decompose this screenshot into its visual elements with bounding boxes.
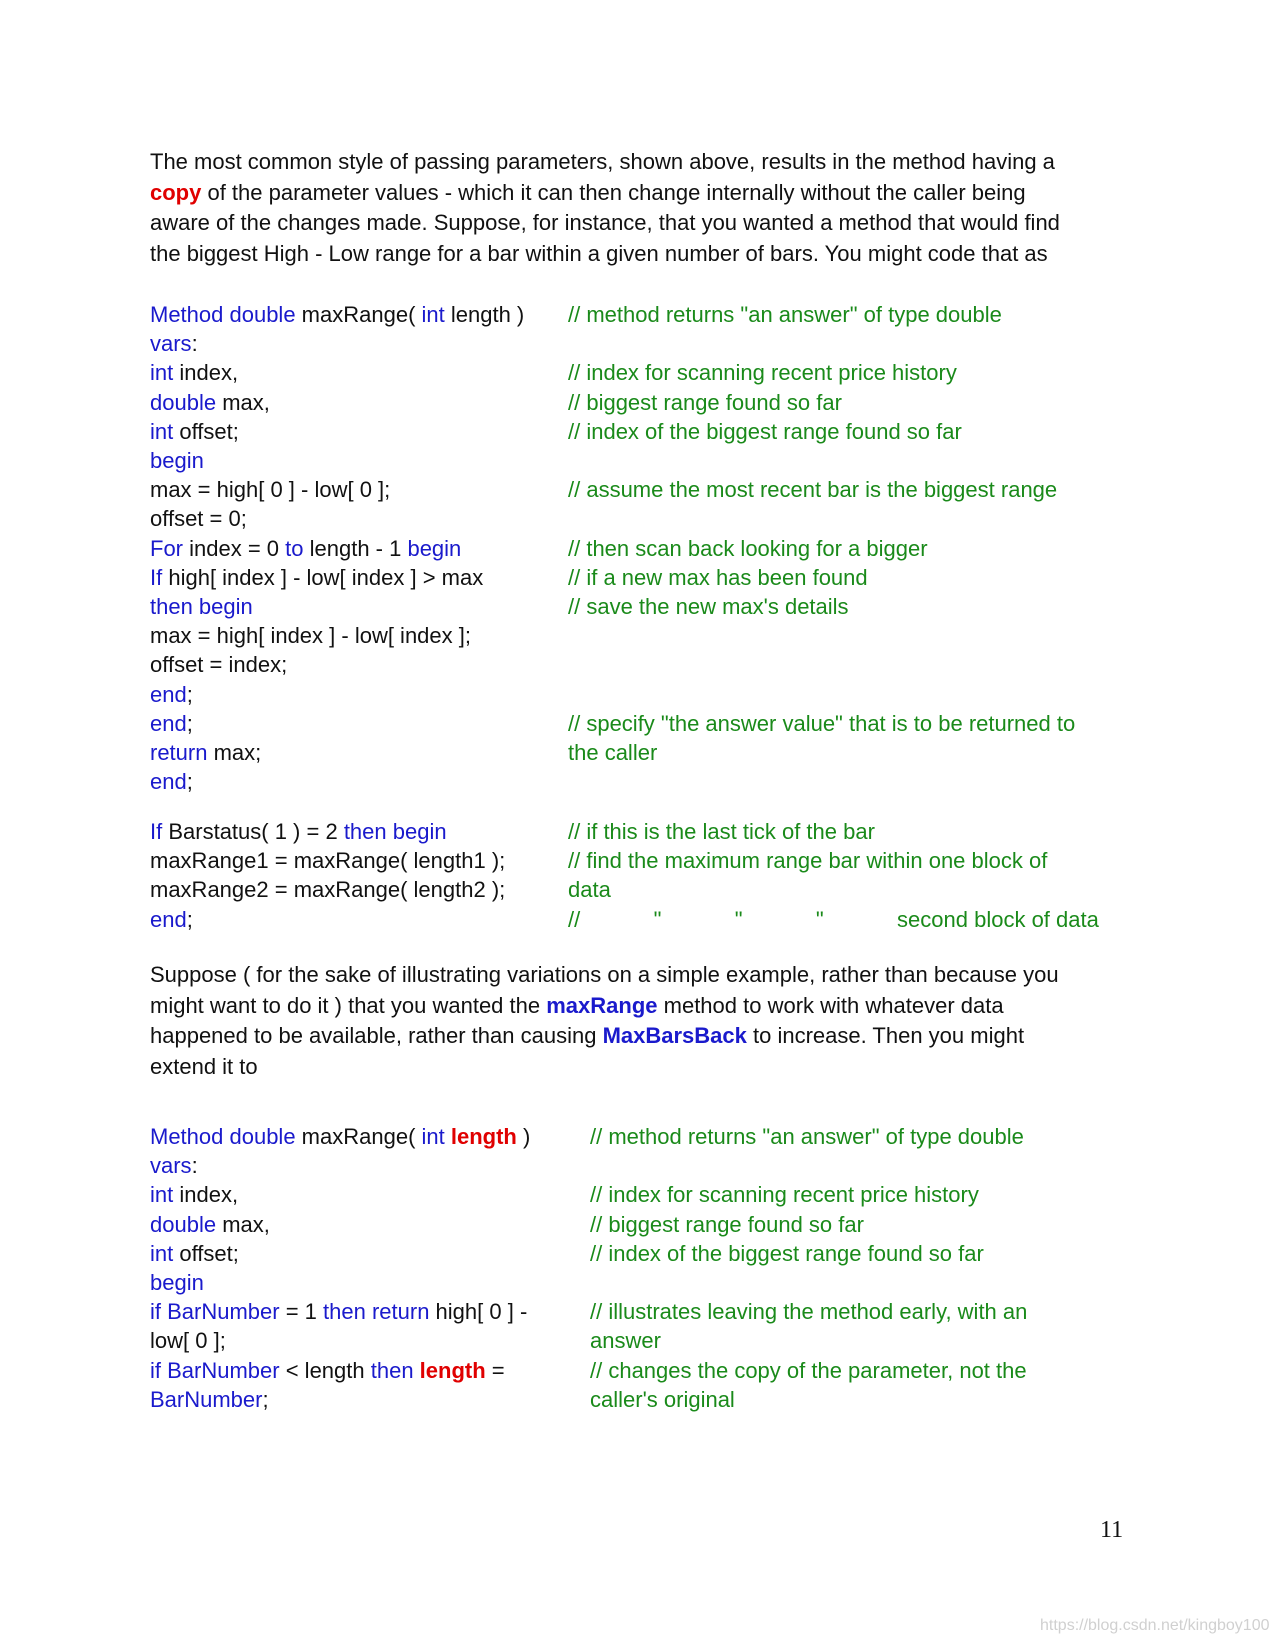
code-line — [150, 1151, 198, 1181]
paragraph-text: happened to be available, rather than causing — [150, 1023, 603, 1048]
code-line — [150, 1122, 530, 1152]
code-comment: // specify "the answer value" that is to be returned to — [568, 710, 1076, 736]
code-comment: // find the maximum range bar within one block of — [568, 848, 1048, 874]
code-text: Barstatus( 1 ) = 2 — [168, 819, 344, 844]
code-line — [150, 417, 239, 447]
explanation-paragraph — [150, 960, 1130, 1082]
code-keyword: int — [150, 418, 180, 444]
paragraph-text: method to work with whatever data — [657, 992, 1004, 1018]
code-keyword: int — [150, 1240, 180, 1266]
code-line — [150, 709, 193, 739]
code-text: maxRange( — [301, 1124, 422, 1149]
paragraph-text: of the parameter values - which it can then change internally without the caller being — [201, 179, 1026, 205]
code-comment: // index of the biggest range found so far — [590, 1240, 984, 1266]
code-keyword: then return — [323, 1299, 436, 1325]
code-comment: // index for scanning recent price history — [590, 1182, 979, 1208]
code-comment: // biggest range found so far — [568, 389, 842, 415]
code-line — [150, 300, 524, 330]
code-keyword: end — [150, 906, 187, 932]
code-keyword: int — [150, 360, 180, 386]
code-text: < length — [285, 1357, 371, 1383]
code-keyword: end — [150, 681, 187, 707]
code-keyword: return — [150, 740, 214, 765]
code-line — [150, 1268, 204, 1298]
code-text: offset; — [179, 1240, 239, 1266]
code-text: = 1 — [285, 1299, 324, 1325]
code-keyword: if BarNumber — [150, 1299, 286, 1325]
code-text: length ) — [450, 302, 525, 327]
code-text: length - 1 — [309, 535, 408, 561]
code-line — [150, 846, 505, 876]
code-highlight: length — [450, 1124, 517, 1149]
watermark: https://blog.csdn.net/kingboy100 — [1040, 1617, 1270, 1634]
code-comment: data — [568, 877, 611, 903]
code-text: index, — [179, 360, 239, 386]
code-line — [150, 329, 198, 359]
code-keyword: if BarNumber — [150, 1357, 286, 1383]
code-comment: // save the new max's details — [568, 594, 849, 619]
code-text: = — [485, 1357, 505, 1383]
code-text: ; — [186, 906, 193, 932]
paragraph-line — [150, 1021, 1130, 1052]
paragraph-line — [150, 178, 1130, 209]
code-line — [150, 817, 447, 847]
paragraph-text: might want to do it ) that you wanted the — [150, 992, 547, 1018]
code-keyword: end — [150, 769, 187, 795]
code-comment: // index for scanning recent price history — [568, 360, 957, 386]
paragraph-line: extend it to — [150, 1053, 258, 1079]
code-text: index = 0 — [189, 535, 286, 561]
code-line — [150, 475, 390, 505]
code-keyword: begin — [150, 1270, 204, 1295]
code-text: max = high[ 0 ] - low[ 0 ]; — [150, 477, 391, 503]
code-text: max = high[ index ] - low[ index ]; — [150, 623, 471, 649]
code-line — [150, 905, 193, 935]
code-keyword: Method double — [150, 1124, 302, 1149]
maxrange-highlight: maxRange — [546, 992, 658, 1018]
code-line — [150, 767, 193, 797]
code-line — [150, 1239, 239, 1269]
code-keyword: double — [150, 389, 223, 415]
code-keyword: vars — [150, 1153, 192, 1179]
code-line — [150, 592, 253, 622]
code-keyword: double — [150, 1211, 223, 1237]
code-text: ; — [262, 1386, 269, 1412]
code-line — [150, 534, 461, 564]
code-text: offset; — [179, 418, 239, 444]
code-text: offset = index; — [150, 652, 288, 678]
code-line — [150, 738, 261, 768]
code-keyword: int — [421, 302, 451, 327]
code-keyword: For — [150, 535, 190, 561]
code-comment: // method returns "an answer" of type double — [590, 1124, 1024, 1149]
code-keyword: then begin — [150, 594, 253, 619]
code-comment: // method returns "an answer" of type double — [568, 302, 1002, 327]
code-line — [150, 680, 193, 710]
code-text: maxRange2 = maxRange( length2 ); — [150, 877, 506, 903]
code-keyword: If — [150, 819, 169, 844]
code-line — [150, 650, 287, 680]
code-line — [150, 1210, 270, 1240]
code-text: max, — [222, 1211, 270, 1237]
code-text: ; — [186, 769, 193, 795]
code-text: high[ 0 ] - — [435, 1299, 528, 1325]
code-text: : — [191, 331, 198, 357]
code-text: max; — [213, 740, 262, 765]
code-keyword: begin — [150, 448, 204, 473]
code-text: max, — [222, 389, 270, 415]
code-comment: // illustrates leaving the method early, with an — [590, 1299, 1028, 1325]
code-text: ; — [186, 681, 193, 707]
code-comment: answer — [590, 1328, 661, 1354]
copy-highlight: copy — [150, 179, 202, 205]
code-text: index, — [179, 1182, 239, 1208]
code-text: maxRange( — [301, 302, 422, 327]
intro-paragraph — [150, 147, 1130, 269]
code-keyword: end — [150, 710, 187, 736]
code-comment: // index of the biggest range found so far — [568, 418, 962, 444]
code-line — [150, 1326, 226, 1356]
maxbarsback-highlight: MaxBarsBack — [602, 1023, 747, 1048]
code-line — [150, 1297, 527, 1327]
code-comment: // assume the most recent bar is the biggest range — [568, 477, 1058, 503]
code-line — [150, 504, 247, 534]
code-line — [150, 358, 238, 388]
code-line — [150, 388, 270, 418]
paragraph-line: The most common style of passing parameters, shown above, results in the method having a — [150, 149, 1055, 174]
code-line — [150, 621, 471, 651]
code-comment: // " " " second block of data — [568, 906, 1099, 932]
code-comment: // if a new max has been found — [568, 564, 868, 590]
code-line — [150, 1385, 269, 1415]
code-text: maxRange1 = maxRange( length1 ); — [150, 848, 506, 874]
code-line — [150, 563, 483, 593]
code-keyword: then — [370, 1357, 420, 1383]
paragraph-line — [150, 991, 1130, 1022]
code-keyword: BarNumber — [150, 1386, 263, 1412]
paragraph-line: aware of the changes made. Suppose, for instance, that you wanted a method that would find — [150, 210, 1060, 235]
code-text: : — [191, 1153, 198, 1179]
code-keyword: Method double — [150, 302, 302, 327]
code-comment: the caller — [568, 740, 658, 765]
code-keyword: begin — [407, 535, 462, 561]
code-line — [150, 875, 505, 905]
paragraph-line: Suppose ( for the sake of illustrating variations on a simple example, rather than because you — [150, 962, 1059, 987]
code-highlight: length — [419, 1357, 486, 1383]
code-line — [150, 1356, 505, 1386]
code-keyword: then begin — [343, 819, 447, 844]
code-keyword: vars — [150, 331, 192, 357]
code-line — [150, 446, 204, 476]
code-text: ; — [186, 710, 193, 736]
code-comment: // if this is the last tick of the bar — [568, 819, 875, 844]
code-comment: // changes the copy of the parameter, not the — [590, 1357, 1027, 1383]
paragraph-text: to increase. Then you might — [746, 1023, 1025, 1048]
code-keyword: If — [150, 564, 169, 590]
page-number: 11 — [1100, 1517, 1124, 1543]
code-line — [150, 1180, 238, 1210]
code-keyword: to — [285, 535, 310, 561]
code-keyword: int — [150, 1182, 180, 1208]
code-text: high[ index ] - low[ index ] > max — [168, 564, 484, 590]
code-text: low[ 0 ]; — [150, 1328, 226, 1354]
code-comment: // biggest range found so far — [590, 1211, 864, 1237]
code-keyword: int — [421, 1124, 451, 1149]
code-text: ) — [516, 1124, 531, 1149]
paragraph-line: the biggest High - Low range for a bar within a given number of bars. You might code that as — [150, 240, 1048, 266]
code-text: offset = 0; — [150, 506, 247, 532]
code-comment: // then scan back looking for a bigger — [568, 535, 928, 561]
code-comment: caller's original — [590, 1386, 735, 1412]
